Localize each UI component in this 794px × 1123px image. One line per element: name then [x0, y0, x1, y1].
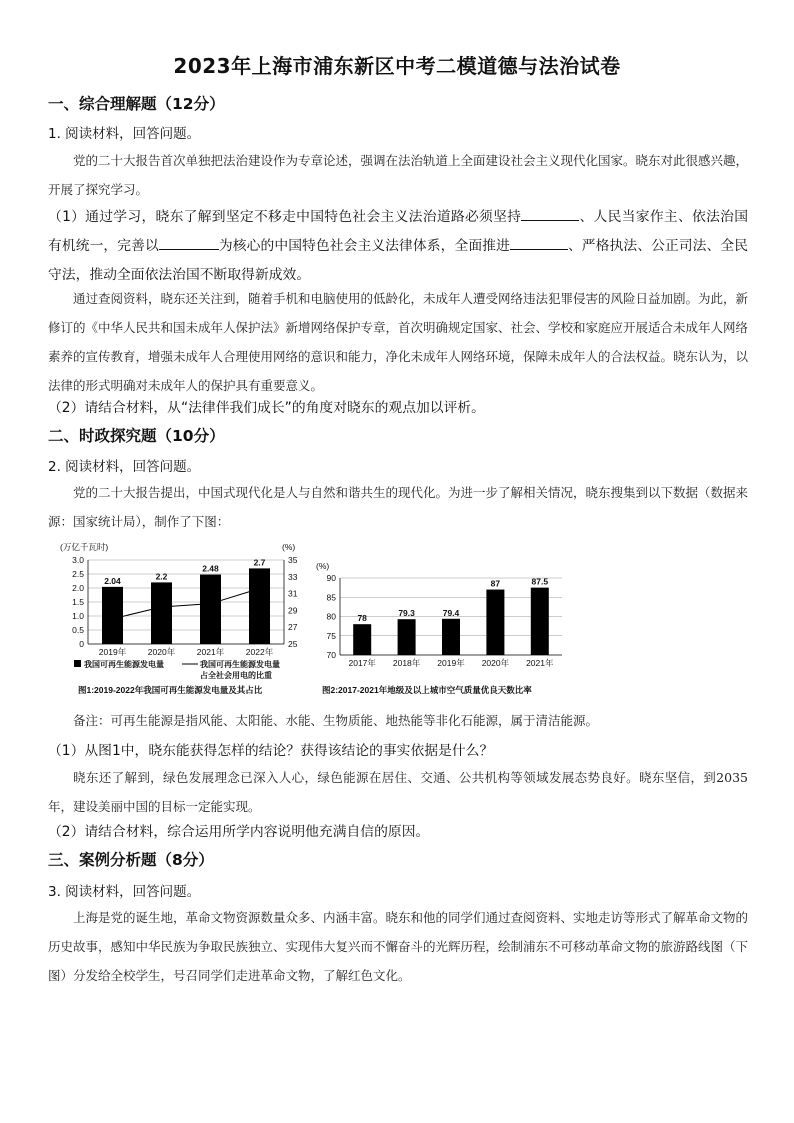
- chart-1-bar: [200, 575, 221, 644]
- chart-1-legend-line-label: 我国可再生能源发电量: [200, 660, 280, 669]
- chart-1-y2-tick-label: 35: [288, 555, 298, 565]
- chart-1-y-tick-label: 2.0: [72, 583, 84, 593]
- chart-2-y-tick-label: 90: [326, 573, 336, 583]
- chart-1-bar: [249, 568, 270, 644]
- chart-2-data-label: 79.4: [442, 607, 460, 618]
- chart-1-y-tick-label: 1.5: [72, 597, 84, 607]
- chart-2-plot: [316, 561, 562, 695]
- chart-2-data-label: 87.5: [531, 576, 549, 587]
- chart-1-bar: [151, 582, 172, 644]
- question-1-part-2: （2）请结合材料，从“法律伴我们成长”的角度对晓东的观点加以评析。: [48, 400, 485, 416]
- chart-1-bar: [102, 587, 123, 644]
- chart-2-title: 图2:2017-2021年地级及以上城市空气质量优良天数比率: [322, 685, 532, 695]
- question-2-material-2: 晓东还了解到，绿色发展理念已深入人心，绿色能源在居住、交通、公共机构等领域发展态势良好。晓东坚信，到2035年，建设美丽中国的目标一定能实现。: [48, 770, 748, 814]
- chart-figure-2: [312, 558, 592, 698]
- chart-1-y2-tick-label: 33: [288, 571, 298, 582]
- question-3-material-1: 上海是党的诞生地，革命文物资源数量众多、内涵丰富。晓东和他的同学们通过查阅资料、实地走访等形式了解革命文物的历史故事，感知中华民族为争取民族独立、实现伟大复兴而不懈奋斗的光辉历程，绘制浦东不可移动革命文物的旅游路线图（下图）分发给全校学生，号召同学们走进革命文物，了解红色文化。: [48, 910, 749, 983]
- section-3-heading: 三、案例分析题（8分）: [48, 851, 214, 869]
- chart-2-bar: [486, 590, 504, 655]
- chart-2-x-tick-label: 2019年: [437, 658, 465, 668]
- question-3-prompt: 3. 阅读材料，回答问题。: [48, 884, 201, 900]
- chart-1-y-tick-label: 0.5: [72, 625, 84, 635]
- chart-2-bar: [398, 619, 416, 655]
- chart-2-bar: [353, 624, 371, 655]
- chart-1-y2-tick-label: 31: [288, 588, 298, 599]
- answer-blank-2[interactable]: [159, 235, 219, 250]
- chart-1-data-label: 2.48: [202, 563, 219, 574]
- chart-1-y-tick-label: 0: [79, 639, 84, 649]
- chart-2-x-tick-label: 2020年: [481, 658, 510, 668]
- question-2-part-1: （1）从图1中，晓东能获得怎样的结论？获得该结论的事实依据是什么？: [48, 743, 494, 759]
- chart-1-y-tick-label: 1.0: [72, 611, 84, 621]
- chart-1-legend-bar-swatch: [74, 660, 81, 667]
- part-1-text-d: 、严格执法、公正司法、全民守法，推动全面依法治国不断取得新成效。: [48, 238, 749, 283]
- question-1-part-1: [48, 203, 748, 290]
- question-2-prompt: 2. 阅读材料，回答问题。: [48, 459, 201, 475]
- question-2-part-2: （2）请结合材料，综合运用所学内容说明他充满自信的原因。: [48, 824, 430, 840]
- chart-2-bar: [531, 588, 549, 655]
- question-2-material-1: 党的二十大报告提出，中国式现代化是人与自然和谐共生的现代化。为进一步了解相关情况，晓东搜集到以下数据（数据来源：国家统计局），制作了下图：: [48, 485, 749, 529]
- chart-2-bar: [442, 619, 460, 655]
- chart-2-data-label: 87: [490, 578, 501, 589]
- chart-1-y-tick-label: 2.5: [72, 569, 84, 579]
- chart-1-y2-axis-label: (%): [282, 542, 296, 552]
- chart-2-x-tick-label: 2021年: [526, 658, 554, 668]
- chart-2-y-tick-label: 85: [326, 592, 336, 603]
- part-1-text-a: （1）通过学习，晓东了解到坚定不移走中国特色社会主义法治道路必须坚持: [48, 209, 522, 225]
- chart-2-y-tick-label: 75: [326, 630, 336, 641]
- chart-2-y-tick-label: 80: [326, 611, 336, 622]
- question-1-prompt: 1. 阅读材料，回答问题。: [48, 126, 201, 142]
- chart-1-plot: [60, 542, 298, 695]
- chart-1-y2-tick-label: 27: [288, 622, 298, 633]
- chart-1-data-label: 2.7: [253, 557, 266, 568]
- chart-2-data-label: 79.3: [398, 608, 415, 619]
- question-2-note: 备注：可再生能源是指风能、太阳能、水能、生物质能、地热能等非化石能源，属于清洁能源。: [73, 713, 599, 728]
- chart-2-x-tick-label: 2018年: [392, 658, 421, 668]
- chart-1-data-label: 2.04: [104, 575, 121, 586]
- chart-1-x-tick-label: 2020年: [147, 647, 176, 657]
- chart-1-x-tick-label: 2022年: [245, 647, 274, 657]
- chart-1-series-line: [113, 589, 260, 619]
- chart-1-title: 图1:2019-2022年我国可再生能源发电量及其占比: [78, 685, 263, 695]
- answer-blank-3[interactable]: [510, 235, 568, 250]
- chart-1-y-axis-label: (万亿千瓦时): [60, 542, 109, 552]
- chart-1-y2-tick-label: 25: [288, 639, 298, 649]
- chart-1-y2-tick-label: 29: [288, 605, 298, 616]
- chart-1-x-tick-label: 2019年: [98, 647, 127, 657]
- question-1-material-2: 通过查阅资料，晓东还关注到，随着手机和电脑使用的低龄化，未成年人遭受网络违法犯罪侵害的风险日益加剧。为此，新修订的《中华人民共和国未成年人保护法》新增网络保护专章，首次明确规定国家、社会、学校和家庭应开展适合未成年人网络素养的宣传教育，增强未成年人合理使用网络的意识和能力，净化未成年人网络环境，保障未成年人的合法权益。晓东认为，以法律的形式明确对未成年人的保护具有重要意义。: [48, 291, 749, 393]
- chart-1-y-tick-label: 3.0: [72, 555, 84, 565]
- part-1-text-b: 、人民当家作主、依法治国有机统一，完善以: [48, 209, 749, 254]
- chart-2-data-label: 78: [357, 613, 367, 624]
- section-1-heading: 一、综合理解题（12分）: [48, 95, 225, 113]
- chart-2-y-axis-label: (%): [316, 561, 330, 571]
- chart-2-y-tick-label: 70: [326, 650, 336, 660]
- chart-1-data-label: 2.2: [155, 571, 168, 582]
- part-1-text-c: 为核心的中国特色社会主义法律体系，全面推进: [218, 238, 510, 254]
- question-1-material-1: 党的二十大报告首次单独把法治建设作为专章论述，强调在法治轨道上全面建设社会主义现代化国家。晓东对此很感兴趣，开展了探究学习。: [48, 153, 749, 197]
- chart-figure-1: [52, 538, 317, 698]
- section-2-heading: 二、时政探究题（10分）: [48, 427, 225, 445]
- answer-blank-1[interactable]: [521, 206, 579, 221]
- chart-1-x-tick-label: 2021年: [196, 647, 225, 657]
- page-title: 2023年上海市浦东新区中考二模道德与法治试卷: [173, 54, 621, 78]
- chart-1-legend-line-label-2: 占全社会用电的比重: [200, 671, 272, 680]
- chart-1-legend-bar-label: 我国可再生能源发电量: [84, 660, 164, 669]
- chart-2-x-tick-label: 2017年: [348, 658, 376, 668]
